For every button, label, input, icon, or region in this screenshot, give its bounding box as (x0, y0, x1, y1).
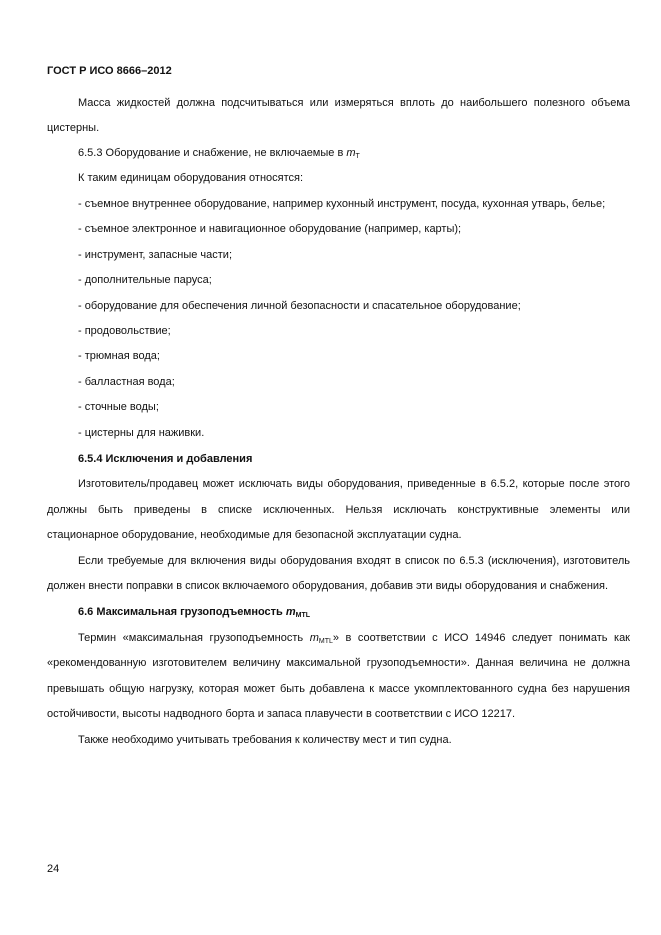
section-6-5-3-text: 6.5.3 Оборудование и снабжение, не включаемые в (78, 147, 347, 159)
symbol-subscript: T (355, 153, 360, 160)
section-6-6-p2: Также необходимо учитывать требования к количеству мест и тип судна. (78, 734, 452, 746)
section-6-5-4-p1-line-2: должны быть приведены в списке исключенных. Нельзя исключать конструктивные элементы или (47, 504, 630, 516)
list-intro: К таким единицам оборудования относятся: (78, 172, 304, 184)
section-6-5-4-p2-line-1: Если требуемые для включения виды оборудования входят в список по 6.5.3 (исключения), изготовитель (78, 555, 630, 567)
inline-symbol-m: m (309, 632, 319, 644)
symbol-m-mtl: m (285, 606, 296, 618)
list-item: - балластная вода; (78, 376, 175, 388)
section-6-6-p1-line-1-b: » в соответствии с ИСО 14946 следует понимать как (332, 632, 630, 644)
list-item: - цистерны для наживки. (78, 427, 205, 439)
section-6-6-p1-line-4: остойчивости, высоты надводного борта и запаса плавучести в соответствии с ИСО 12217. (47, 708, 516, 720)
section-6-6-heading-text: 6.6 Максимальная грузоподъемность (78, 606, 286, 618)
list-item: - сточные воды; (78, 401, 159, 413)
section-6-6-p1-line-3: превышать общую нагрузку, которая может быть добавлена к массе укомплектованного судна без нарушения (47, 683, 630, 695)
list-item: - оборудование для обеспечения личной безопасности и спасательное оборудование; (78, 300, 521, 312)
section-6-5-3-heading (78, 146, 360, 160)
section-6-6-p1-line-1-a: Термин «максимальная грузоподъемность (78, 632, 310, 644)
section-6-6-heading (78, 605, 310, 619)
list-item: - съемное внутреннее оборудование, например кухонный инструмент, посуда, кухонная утварь, белье; (78, 198, 606, 210)
symbol-subscript-mtl: MTL (295, 612, 311, 619)
document-header: ГОСТ Р ИСО 8666–2012 (47, 65, 172, 77)
section-6-6-p1-line-2: «рекомендованную изготовителем величину максимальной грузоподъемности». Данная величина не должна (47, 657, 630, 669)
page-number: 24 (47, 863, 60, 875)
list-item: - дополнительные паруса; (78, 274, 212, 286)
section-6-6-p1-line-1 (78, 631, 630, 645)
section-6-5-4-p2-line-2: должен внести поправки в список включаемого оборудования, добавив эти виды оборудования и снабжения. (47, 580, 609, 592)
section-6-5-4-heading: 6.5.4 Исключения и добавления (78, 453, 253, 465)
list-item: - продовольствие; (78, 325, 171, 337)
list-item: - трюмная вода; (78, 350, 160, 362)
inline-symbol-subscript: MTL (318, 638, 333, 645)
list-item: - съемное электронное и навигационное оборудование (например, карты); (78, 223, 462, 235)
mass-paragraph-line-1: Масса жидкостей должна подсчитываться или измеряться вплоть до наибольшего полезного объема (78, 97, 630, 109)
section-6-5-4-p1-line-1: Изготовитель/продавец может исключать виды оборудования, приведенные в 6.5.2, которые после этого (78, 478, 630, 490)
mass-paragraph-line-2: цистерны. (47, 122, 100, 134)
section-6-5-4-p1-line-3: стационарное оборудование, необходимые для безопасной эксплуатации судна. (47, 529, 462, 541)
symbol-m: m (346, 147, 356, 159)
list-item: - инструмент, запасные части; (78, 249, 233, 261)
